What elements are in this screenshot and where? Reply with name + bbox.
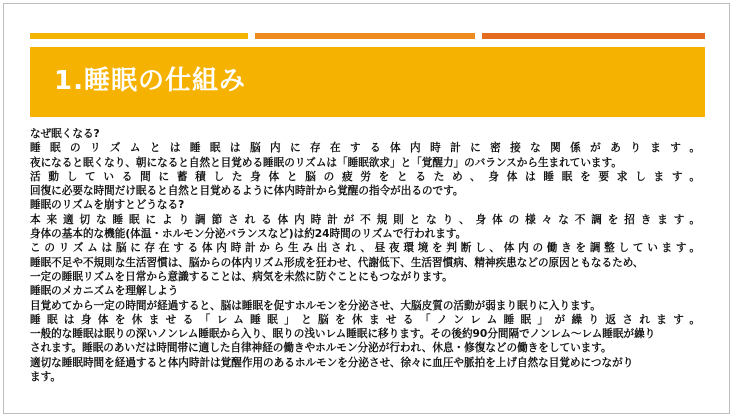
title-banner	[30, 47, 705, 117]
section-rhythm-disruption	[30, 198, 700, 284]
section-why-sleepy	[30, 127, 700, 198]
content-body	[30, 127, 700, 384]
accent-bar-yellow	[30, 33, 248, 39]
body-line: 回復に必要な時間だけ眠ると自然と目覚めるように体内時計から覚醒の指令が出るのです。	[30, 185, 464, 198]
body-line: 活動している間に蓄積した身体と脳の疲労をとるため、身体は睡眠を要求します。	[30, 170, 700, 183]
body-line: 一般的な睡眠は眠りの深いノンレム睡眠から入り、眠りの浅いレム睡眠に移ります。その後約90分間隔でノンレム〜レム睡眠が繰り	[30, 328, 656, 341]
section-heading: なぜ眠くなる?	[30, 128, 100, 140]
accent-bar-dark-orange	[482, 33, 705, 39]
body-line: 睡眠不足や不規則な生活習慣は、脳からの体内リズム形成を狂わせ、代謝低下、生活習慣病、精神疾患などの原因ともなるため、	[30, 256, 644, 269]
section-sleep-mechanism	[30, 284, 700, 384]
body-line: 一定の睡眠リズムを日常から意識することは、病気を未然に防ぐことにもつながります。	[30, 270, 453, 283]
body-line: 適切な睡眠時間を経過すると体内時計は覚醒作用のあるホルモンを分泌させ、徐々に血圧や脈拍を上げ自然な目覚めにつながり	[30, 356, 634, 369]
body-line: このリズムは脳に存在する体内時計から生み出され、昼夜環境を判断し、体内の働きを調整しています。	[30, 242, 700, 255]
body-line: 睡眠は身体を休ませる「レム睡眠」と脳を休ませる「ノンレム睡眠」が繰り返されます。	[30, 313, 700, 326]
section-heading: 睡眠のメカニズムを理解しよう	[30, 285, 179, 298]
body-line: 身体の基本的な機能(体温・ホルモン分泌バランスなど)は約24時間のリズムで行われます。	[30, 228, 467, 241]
body-line: 夜になると眠くなり、朝になると自然と目覚める睡眠のリズムは「睡眠欲求」と「覚醒力」のバランスから生まれています。	[30, 156, 622, 169]
body-line: 本来適切な睡眠により調節される体内時計が不規則となり、身体の様々な不調を招きます。	[30, 213, 700, 226]
body-line: されます。睡眠のあいだは時間帯に適した自律神経の働きやホルモン分泌が行われ、休息・修復などの働きをしています。	[30, 342, 612, 355]
page-title: 1.睡眠の仕組み	[54, 66, 246, 96]
body-line: 睡眠のリズムとは睡眠は脳内に存在する体内時計に密接な関係があります。	[30, 142, 700, 155]
body-line: 目覚めてから一定の時間が経過すると、脳は睡眠を促すホルモンを分泌させ、大脳皮質の活動が弱まり眠りに入ります。	[30, 299, 601, 312]
body-line: ます。	[30, 371, 61, 384]
accent-bar-orange	[255, 33, 475, 39]
section-heading: 睡眠のリズムを崩すとどうなる?	[30, 199, 185, 212]
